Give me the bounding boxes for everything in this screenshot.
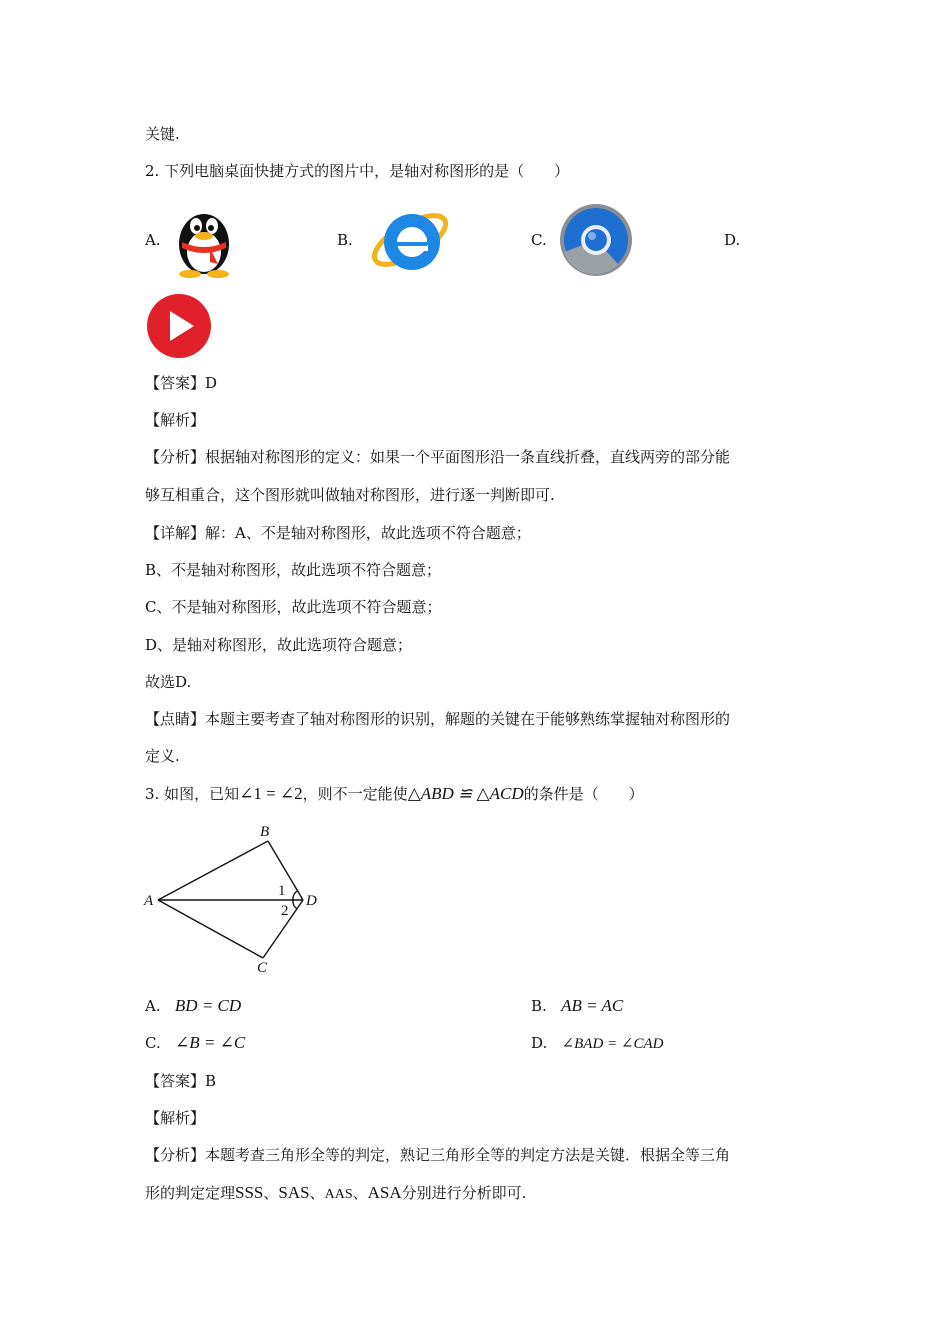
q3-prefix: 3. 如图，已知 <box>145 785 240 803</box>
q2-option-d-label: D. <box>724 231 741 249</box>
video-play-icon <box>146 294 212 362</box>
q3-mid: ，则不一定能使 <box>302 785 408 803</box>
segment-ab <box>158 841 268 900</box>
detail-q2-d: D、是轴对称图形，故此选项符合题意； <box>145 636 413 654</box>
sep-2: 、 <box>309 1184 325 1202</box>
q3-option-d <box>531 1033 664 1054</box>
question-3-stem <box>145 784 644 804</box>
chrome-icon <box>556 202 636 282</box>
segment-bd <box>268 841 303 900</box>
fenxi-q3-suffix: 分别进行分析即可. <box>401 1184 527 1202</box>
q2-option-b-label: B. <box>337 231 353 249</box>
analysis-heading-q3: 【解析】 <box>145 1109 206 1127</box>
analysis-heading-q2: 【解析】 <box>145 411 206 429</box>
question-2-stem: 2. 下列电脑桌面快捷方式的图片中，是轴对称图形的是（ ） <box>145 162 570 180</box>
segment-ac <box>158 900 263 958</box>
comment-q2-line-2: 定义. <box>145 747 180 765</box>
label-angle-2: 2 <box>281 903 289 919</box>
analysis-q2-line-2: 够互相重合，这个图形就叫做轴对称图形，进行逐一判断即可. <box>145 486 555 504</box>
q3-suffix: 的条件是（ ） <box>523 785 644 803</box>
label-d: D <box>306 893 317 909</box>
comment-q2-line-1: 【点睛】本题主要考查了轴对称图形的识别，解题的关键在于能够熟练掌握轴对称图形的 <box>145 710 731 728</box>
text-line-key-end: 关键. <box>145 125 180 143</box>
analysis-q2-line-1: 【分析】根据轴对称图形的定义：如果一个平面图形沿一条直线折叠，直线两旁的部分能 <box>145 448 731 466</box>
q2-option-a-label: A. <box>145 231 161 249</box>
q3-option-c-expr: ∠B = ∠C <box>175 1033 246 1052</box>
triangle-figure <box>140 820 340 980</box>
criterion-aas: AAS <box>324 1187 353 1202</box>
fenxi-q3-prefix: 形的判定定理 <box>145 1184 236 1202</box>
q3-option-c <box>145 1033 245 1053</box>
q3-congruence: △ABD ≌ △ACD <box>407 784 524 803</box>
q3-option-b <box>531 996 623 1016</box>
sep-3: 、 <box>352 1184 368 1202</box>
sep-1: 、 <box>263 1184 279 1202</box>
q3-given: ∠1 = ∠2 <box>239 784 303 803</box>
label-angle-1: 1 <box>278 883 286 899</box>
q3-option-c-label: C. <box>145 1034 161 1052</box>
label-b: B <box>260 824 270 840</box>
analysis-q3-line-2 <box>145 1183 526 1205</box>
detail-q2-c: C、不是轴对称图形，故此选项不符合题意； <box>145 598 442 616</box>
angle-2-arc <box>293 900 297 909</box>
answer-q2: 【答案】D <box>145 374 218 392</box>
internet-explorer-icon <box>366 200 454 284</box>
q2-option-c-label: C. <box>531 231 547 249</box>
angle-1-arc <box>293 891 297 900</box>
q3-option-b-label: B. <box>531 997 547 1015</box>
q3-option-a <box>145 996 241 1016</box>
criterion-asa: ASA <box>367 1183 402 1202</box>
criterion-sss: SSS <box>235 1183 264 1202</box>
q3-option-a-expr: BD = CD <box>174 996 242 1015</box>
q3-option-b-expr: AB = AC <box>561 996 624 1015</box>
q3-option-d-expr: ∠BAD = ∠CAD <box>561 1036 664 1052</box>
qq-penguin-icon <box>170 202 238 282</box>
analysis-q3-line-1: 【分析】本题考查三角形全等的判定，熟记三角形全等的判定方法是关键．根据全等三角 <box>145 1146 731 1164</box>
q3-option-a-label: A. <box>145 997 161 1015</box>
detail-q2-a: 【详解】解：A、不是轴对称图形，故此选项不符合题意； <box>145 524 531 542</box>
answer-q3: 【答案】B <box>145 1072 217 1090</box>
detail-q2-b: B、不是轴对称图形，故此选项不符合题意； <box>145 561 442 579</box>
label-c: C <box>257 960 268 976</box>
label-a: A <box>144 893 154 909</box>
criterion-sas: SAS <box>278 1183 310 1202</box>
choose-q2: 故选D. <box>145 673 192 691</box>
q3-option-d-label: D. <box>531 1034 548 1052</box>
